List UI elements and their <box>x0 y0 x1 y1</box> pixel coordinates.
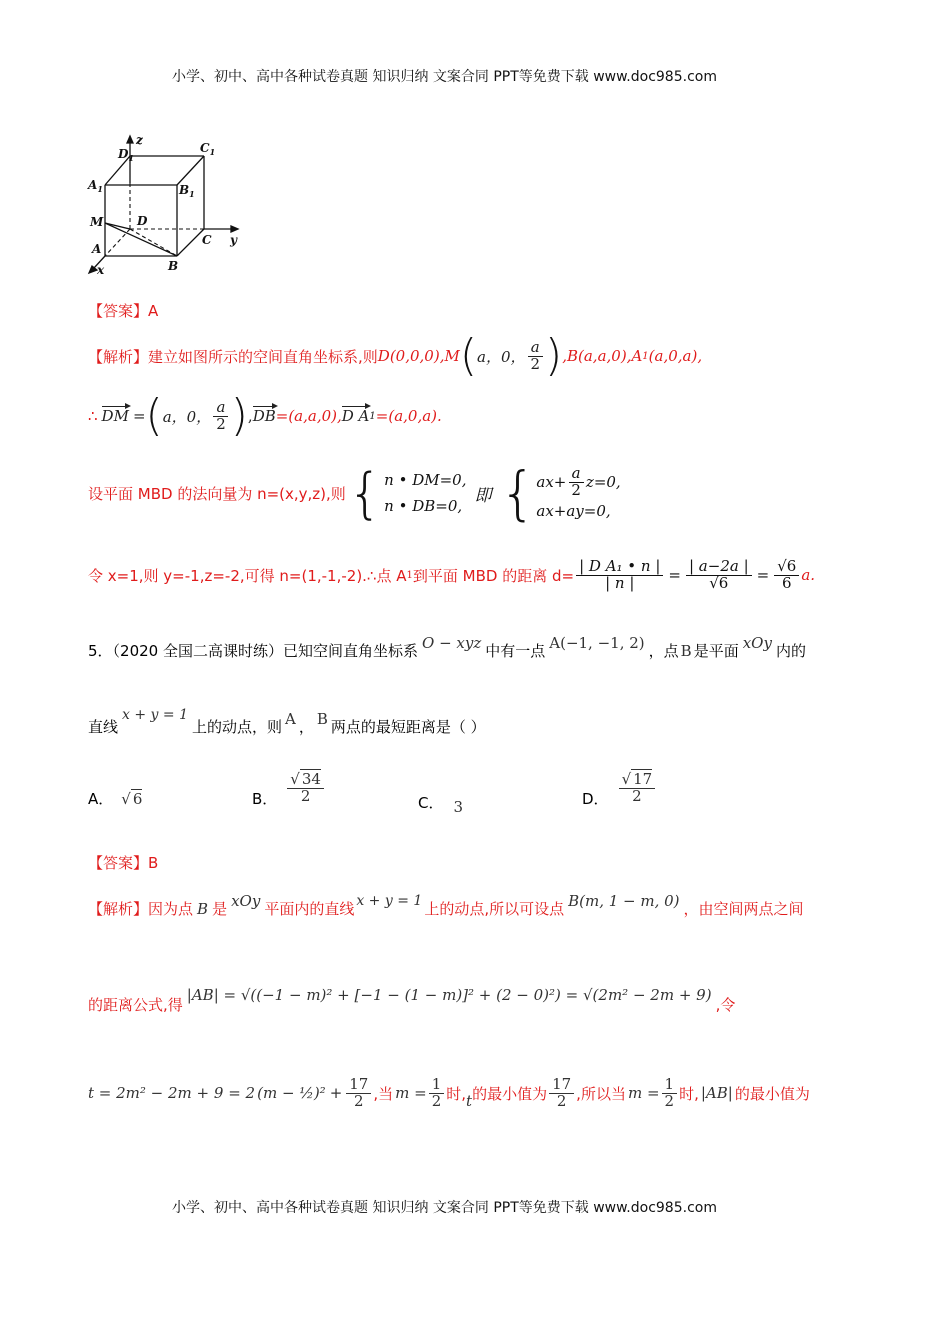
q5-analysis-label: 【解析】 <box>88 900 149 918</box>
q4-analysis-label: 【解析】 <box>88 347 149 366</box>
q4-l4-text2: 到平面 MBD 的距离 d= <box>412 566 575 585</box>
q5-a1-e: ，由空间两点之间 <box>683 900 804 918</box>
q5-a3-frac3: $\frac{17}{2}$ <box>549 1077 574 1110</box>
q5-a1-c: 平面内的直线 <box>264 900 355 918</box>
label-C: C <box>202 233 212 247</box>
q4-l1-rest: ,B(a,a,0),A <box>562 347 643 365</box>
q5-stem-sys: O − xyz <box>422 633 482 652</box>
option-c-value: 3 <box>453 797 464 816</box>
label-A1: $A_1$ <box>88 178 103 194</box>
q5-stem-d: 是平面 <box>693 642 739 660</box>
q5-a3-frac1: $\frac{17}{2}$ <box>346 1077 371 1110</box>
q4-l2-coord: a，0， <box>162 407 212 426</box>
q5-a1-B: B <box>197 899 209 918</box>
q5-a3-m: m = <box>395 1084 427 1102</box>
q4-l1-text: 建立如图所示的空间直角坐标系,则 <box>148 347 378 366</box>
q5-a3-plus: + <box>329 1084 343 1102</box>
label-C1: $C_1$ <box>200 141 216 157</box>
option-b-label: B． <box>252 790 278 808</box>
q5-stem2-B: B <box>316 709 328 728</box>
q5-option-c[interactable] <box>418 792 464 816</box>
q5-a1-xoy: xOy <box>231 891 261 910</box>
q5-option-b[interactable] <box>252 768 326 809</box>
q4-l2-frac: $\frac{a}{2}$ <box>213 400 229 433</box>
paren-close: ) <box>545 330 563 381</box>
q5-analysis-line1 <box>88 891 804 919</box>
q4-l2-da-sub: 1 <box>369 410 376 422</box>
q4-l4-frac1: $\frac{\text{| D A₁ • n |}}{| n |}$ <box>576 559 663 592</box>
q5-stem2-b: 上的动点，则 <box>192 718 283 736</box>
q5-a3-shi2: 时, <box>679 1084 699 1103</box>
page-footer: 小学、初中、高中各种试卷真题 知识归纳 文案合同 PPT等免费下载 www.doc985.com <box>172 1200 717 1216</box>
q5-a3-m2: m = <box>627 1084 660 1102</box>
option-c-label: C． <box>418 794 444 812</box>
q5-a3-tvar: t <box>466 1092 473 1110</box>
q5-a3-min: 的最小值为 <box>472 1084 548 1103</box>
paren-close-2: ) <box>230 390 248 441</box>
vector-DM: DM <box>101 407 129 425</box>
option-a-value: √ 6 <box>121 789 143 808</box>
q5-stem2-line: x + y = 1 <box>122 706 188 723</box>
q4-l2-da-val: =(a,0,a). <box>375 407 442 425</box>
option-d-value: $\frac{√ 17}{2}$ <box>619 772 656 805</box>
label-B1: $B_1$ <box>179 183 195 199</box>
vector-DA1: D A <box>341 407 370 425</box>
q5-analysis-line3 <box>88 1068 810 1118</box>
q4-l2-db-val: =(a,a,0), <box>275 407 342 425</box>
q5-a1-b: 是 <box>212 900 228 918</box>
option-b-value: $\frac{√ 34}{2}$ <box>287 772 324 805</box>
q5-a2-formula: |AB| = √((−1 − m)² + [−1 − (1 − m)]² + (2 − 0)²) = √(2m² − 2m + 9) <box>186 985 712 1004</box>
label-D1: $D_1$ <box>118 147 134 163</box>
label-z: z <box>136 133 143 147</box>
q5-analysis-line2 <box>88 985 736 1015</box>
q5-a3-when: ,当 <box>373 1084 394 1103</box>
q5-option-d[interactable] <box>582 768 657 809</box>
q5-stem-e: 内的 <box>775 642 806 660</box>
option-a-label: A． <box>88 790 114 808</box>
q4-l3-text: 设平面 MBD 的法向量为 n=(x,y,z),则 <box>88 484 346 503</box>
system-1 <box>384 471 466 515</box>
q5-stem2-A: A <box>285 709 296 728</box>
cube-figure <box>82 128 242 278</box>
q4-l1-rest2: (a,0,a), <box>648 347 703 365</box>
q4-l4-frac3: $\frac{√6}{6}$ <box>774 559 799 592</box>
q4-l4-frac2: $\frac{| a-2a |}{√6}$ <box>686 559 752 592</box>
q5-a3-AB: |AB| <box>700 1084 733 1102</box>
q4-l4-tail: a. <box>801 566 816 584</box>
option-d-label: D． <box>582 790 609 808</box>
q4-analysis-line2 <box>88 390 442 441</box>
q5-stem-c: ，点 <box>648 642 679 660</box>
q4-l1-m-coord: a，0， <box>477 347 526 366</box>
label-D: D <box>137 214 148 228</box>
q4-l1-coords: D(0,0,0),M <box>377 347 460 365</box>
system-2 <box>536 463 621 521</box>
q5-a3-shi: 时, <box>446 1084 467 1103</box>
label-x: x <box>97 263 105 277</box>
therefore-symbol: ∴ <box>88 407 98 425</box>
brace-left-2: { <box>499 459 537 527</box>
q5-stem2-d: 两点的最短距离是（ ） <box>330 718 486 736</box>
q4-l1-frac: $\frac{a}{2}$ <box>528 340 544 373</box>
page-header: 小学、初中、高中各种试卷真题 知识归纳 文案合同 PPT等免费下载 www.doc985.com <box>172 69 717 85</box>
q4-l4-text: 令 x=1,则 y=-1,z=-2,可得 n=(1,-1,-2).∴点 A <box>88 566 407 585</box>
q5-stem-point-A: A(−1, −1, 2) <box>549 633 645 652</box>
system-eq-1: n • DM=0, <box>384 471 467 489</box>
q5-a1-line: x + y = 1 <box>356 892 423 909</box>
paren-open-2: ( <box>145 390 163 441</box>
q4-l4-sub: 1 <box>406 569 413 581</box>
q5-answer: 【答案】B <box>88 854 159 872</box>
q4-analysis-line3 <box>88 458 621 528</box>
system-eq-4: ax+ay=0, <box>536 502 611 521</box>
q5-a3-end: 的最小值为 <box>734 1084 810 1103</box>
q5-stem-B: B <box>680 641 692 660</box>
q5-stem-line1 <box>88 633 806 661</box>
q5-stem-line2 <box>88 706 486 737</box>
label-B: B <box>168 259 179 273</box>
brace-left: { <box>347 461 383 525</box>
q5-a3-so: ,所以当 <box>576 1084 626 1103</box>
q5-a3-t: t = 2m² − 2m + 9 = 2 <box>88 1084 256 1102</box>
q5-stem2-c: ， <box>298 718 314 736</box>
q5-a3-frac4: $\frac{1}{2}$ <box>662 1077 678 1110</box>
label-M: M <box>90 215 104 229</box>
q5-stem-b: 中有一点 <box>485 642 546 660</box>
label-A: A <box>92 242 102 256</box>
vector-DB: DB <box>252 407 276 425</box>
system-eq-3: ax+ $\frac{a}{2}$ z=0, <box>536 463 621 499</box>
paren-open: ( <box>459 330 477 381</box>
q5-stem2-a: 直线 <box>88 718 119 736</box>
q5-stem-xoy: xOy <box>742 633 772 652</box>
label-y: y <box>230 233 237 247</box>
q5-option-a[interactable] <box>88 788 142 809</box>
system-eq-2: n • DB=0, <box>384 497 463 515</box>
q5-a1-d: 上的动点,所以可设点 <box>424 900 565 918</box>
q4-analysis-line4: 令 x=1,则 y=-1,z=-2,可得 n=(1,-1,-2).∴点 A 1 到平面 MBD 的距离 d= $\frac{\text{| D A₁ • n |}}{| n |}$ = $\frac{| a-2a |}{√6}$ = $\frac{√6}{6}$ a. <box>88 556 816 592</box>
ji-text: 即 <box>474 485 492 506</box>
q5-a2-b: ,令 <box>715 996 736 1014</box>
q5-a3-paren: (m − ½)² <box>257 1084 326 1102</box>
q4-answer: 【答案】A <box>88 302 159 320</box>
q5-a1-a: 因为点 <box>148 900 194 918</box>
equals: = <box>132 407 146 425</box>
q5-a1-Bm: B(m, 1 − m, 0) <box>568 891 680 910</box>
q5-a2-a: 的距离公式,得 <box>88 996 183 1014</box>
q5-stem-a: 5．（2020 全国二高课时练）已知空间直角坐标系 <box>88 642 418 660</box>
q4-l1-sub: 1 <box>642 350 649 362</box>
comma: , <box>247 407 253 425</box>
q5-a3-frac2: $\frac{1}{2}$ <box>429 1077 445 1110</box>
q4-analysis-line1 <box>88 330 703 381</box>
